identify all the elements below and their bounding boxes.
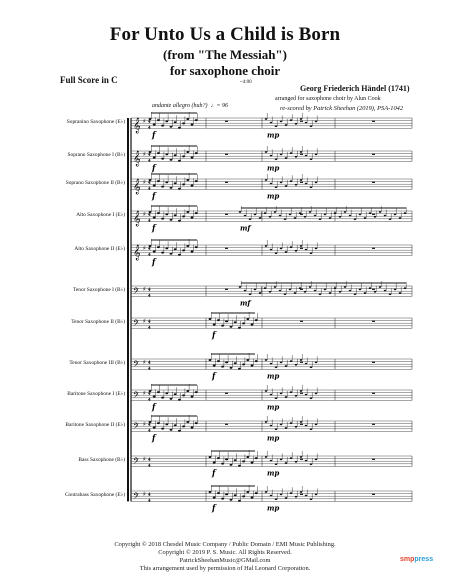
svg-text:4: 4 — [148, 463, 151, 469]
bass-clef-icon: 𝄢 — [133, 360, 140, 372]
svg-text:♯: ♯ — [143, 151, 146, 159]
svg-text:4: 4 — [148, 423, 151, 429]
staff-2 — [131, 145, 412, 172]
svg-text:4: 4 — [148, 247, 151, 253]
tempo-marking: andante allegro (huh?) ♩= 96 — [152, 103, 228, 109]
dynamic-marking: mp — [267, 402, 280, 412]
svg-text:♯: ♯ — [143, 491, 146, 499]
treble-clef-icon: 𝄞 — [133, 118, 141, 134]
svg-text:4: 4 — [148, 288, 151, 294]
svg-text:4: 4 — [148, 252, 151, 258]
dynamic-marking: mf — [240, 298, 251, 308]
svg-text:4: 4 — [148, 320, 151, 326]
svg-text:4: 4 — [148, 213, 151, 219]
instrument-label: Alto Saxophone I (E♭) — [76, 212, 125, 218]
svg-text:♯: ♯ — [143, 456, 146, 464]
dynamic-marking: mp — [267, 503, 280, 513]
score-title: For Unto Us a Child is Born — [109, 24, 341, 45]
score-instrumentation: for saxophone choir — [169, 63, 281, 78]
full-score-label: Full Score in C — [60, 75, 118, 85]
dynamic-marking: mp — [267, 163, 280, 173]
instrument-label: Soprano Saxophone I (B♭) — [67, 152, 125, 158]
staff-11 — [131, 450, 412, 477]
svg-text:4: 4 — [148, 325, 151, 331]
dynamic-marking: f — [152, 401, 156, 412]
staff-6 — [131, 281, 412, 307]
svg-text:4: 4 — [148, 186, 151, 192]
dynamic-marking: mp — [267, 371, 280, 381]
svg-text:4: 4 — [148, 181, 151, 187]
svg-text:4: 4 — [148, 120, 151, 126]
rescored-by: re-scored by Patrick Sheehan (2019), PSA-1042 — [280, 105, 404, 112]
staff-7 — [131, 312, 412, 339]
bass-clef-icon: 𝄢 — [133, 422, 140, 434]
composer: Georg Friederich Händel (1741) — [300, 84, 410, 93]
dynamic-marking: f — [212, 502, 216, 513]
staff-10 — [131, 415, 412, 442]
svg-text:♯: ♯ — [143, 359, 146, 367]
svg-text:4: 4 — [148, 293, 151, 299]
arranger: arranged for saxophone choir by Alun Cook — [275, 96, 381, 102]
instrument-label: Soprano Saxophone II (B♭) — [65, 180, 125, 186]
dynamic-marking: f — [212, 467, 216, 478]
svg-text:4: 4 — [148, 498, 151, 504]
bass-clef-icon: 𝄢 — [133, 391, 140, 403]
dynamic-marking: f — [212, 370, 216, 381]
svg-text:4: 4 — [148, 493, 151, 499]
instrument-label: Baritone Saxophone II (E♭) — [65, 422, 125, 428]
dynamic-marking: f — [212, 329, 216, 340]
svg-text:♯: ♯ — [143, 179, 146, 187]
treble-clef-icon: 𝄞 — [133, 211, 141, 227]
dynamic-marking: f — [152, 190, 156, 201]
dynamic-marking: mp — [267, 468, 280, 478]
instrument-label: Bass Saxophone (B♭) — [78, 457, 125, 463]
svg-text:♯: ♯ — [143, 245, 146, 253]
instrument-label: Tenor Saxophone I (B♭) — [72, 287, 125, 293]
dynamic-marking: f — [152, 222, 156, 233]
dynamic-marking: mp — [267, 191, 280, 201]
staff-4 — [131, 205, 412, 232]
instrument-label: Tenor Saxophone II (B♭) — [71, 319, 125, 325]
svg-text:♯: ♯ — [143, 421, 146, 429]
bass-clef-icon: 𝄢 — [133, 287, 140, 299]
staff-1 — [131, 112, 412, 139]
svg-text:4: 4 — [148, 153, 151, 159]
dynamic-marking: mp — [267, 433, 280, 443]
staff-8 — [131, 353, 412, 380]
svg-text:♯: ♯ — [143, 286, 146, 294]
staff-5 — [131, 239, 412, 266]
instrument-label: Sopranino Saxophone (E♭) — [66, 119, 125, 125]
bass-clef-icon: 𝄢 — [133, 492, 140, 504]
treble-clef-icon: 𝄞 — [133, 179, 141, 195]
svg-text:♯: ♯ — [143, 211, 146, 219]
instrument-label: Tenor Saxophone III (B♭) — [69, 360, 125, 366]
svg-text:4: 4 — [148, 397, 151, 403]
svg-text:4: 4 — [148, 125, 151, 131]
svg-text:♯: ♯ — [143, 318, 146, 326]
instrument-label: Alto Saxophone II (E♭) — [74, 246, 125, 252]
svg-text:4: 4 — [148, 366, 151, 372]
dynamic-marking: mf — [240, 223, 251, 233]
instrument-label: Baritone Saxophone I (E♭) — [67, 391, 125, 397]
svg-text:4: 4 — [148, 458, 151, 464]
svg-text:4: 4 — [148, 428, 151, 434]
staff-9 — [131, 384, 412, 411]
footer-copyright-1: Copyright © 2018 Chesdel Music Company / Public Domain / EMI Music Publishing. — [114, 541, 336, 548]
footer-email: PatrickSheehanMusic@GMail.com — [179, 557, 271, 564]
svg-text:4: 4 — [148, 392, 151, 398]
bass-clef-icon: 𝄢 — [133, 319, 140, 331]
svg-text:4: 4 — [148, 361, 151, 367]
svg-text:♯: ♯ — [143, 390, 146, 398]
instrument-label: Contrabass Saxophone (E♭) — [64, 492, 125, 498]
duration: ~4:00 — [240, 80, 252, 85]
staff-12 — [131, 485, 412, 512]
dynamic-marking: mp — [267, 130, 280, 140]
dynamic-marking: f — [152, 162, 156, 173]
staff-3 — [131, 173, 412, 200]
svg-text:4: 4 — [148, 218, 151, 224]
score-subtitle: (from "The Messiah") — [163, 47, 287, 62]
svg-text:4: 4 — [148, 158, 151, 164]
treble-clef-icon: 𝄞 — [133, 245, 141, 261]
footer-copyright-2: Copyright © 2019 P. S. Music. All Rights Reserved. — [158, 549, 292, 556]
dynamic-marking: f — [152, 432, 156, 443]
bass-clef-icon: 𝄢 — [133, 457, 140, 469]
dynamic-marking: f — [152, 129, 156, 140]
smp-press-logo: smppress — [400, 556, 434, 563]
dynamic-marking: f — [152, 256, 156, 267]
footer-permission: This arrangement used by permission of Hal Leonard Corporation. — [139, 565, 311, 572]
treble-clef-icon: 𝄞 — [133, 151, 141, 167]
svg-text:♯: ♯ — [143, 118, 146, 126]
